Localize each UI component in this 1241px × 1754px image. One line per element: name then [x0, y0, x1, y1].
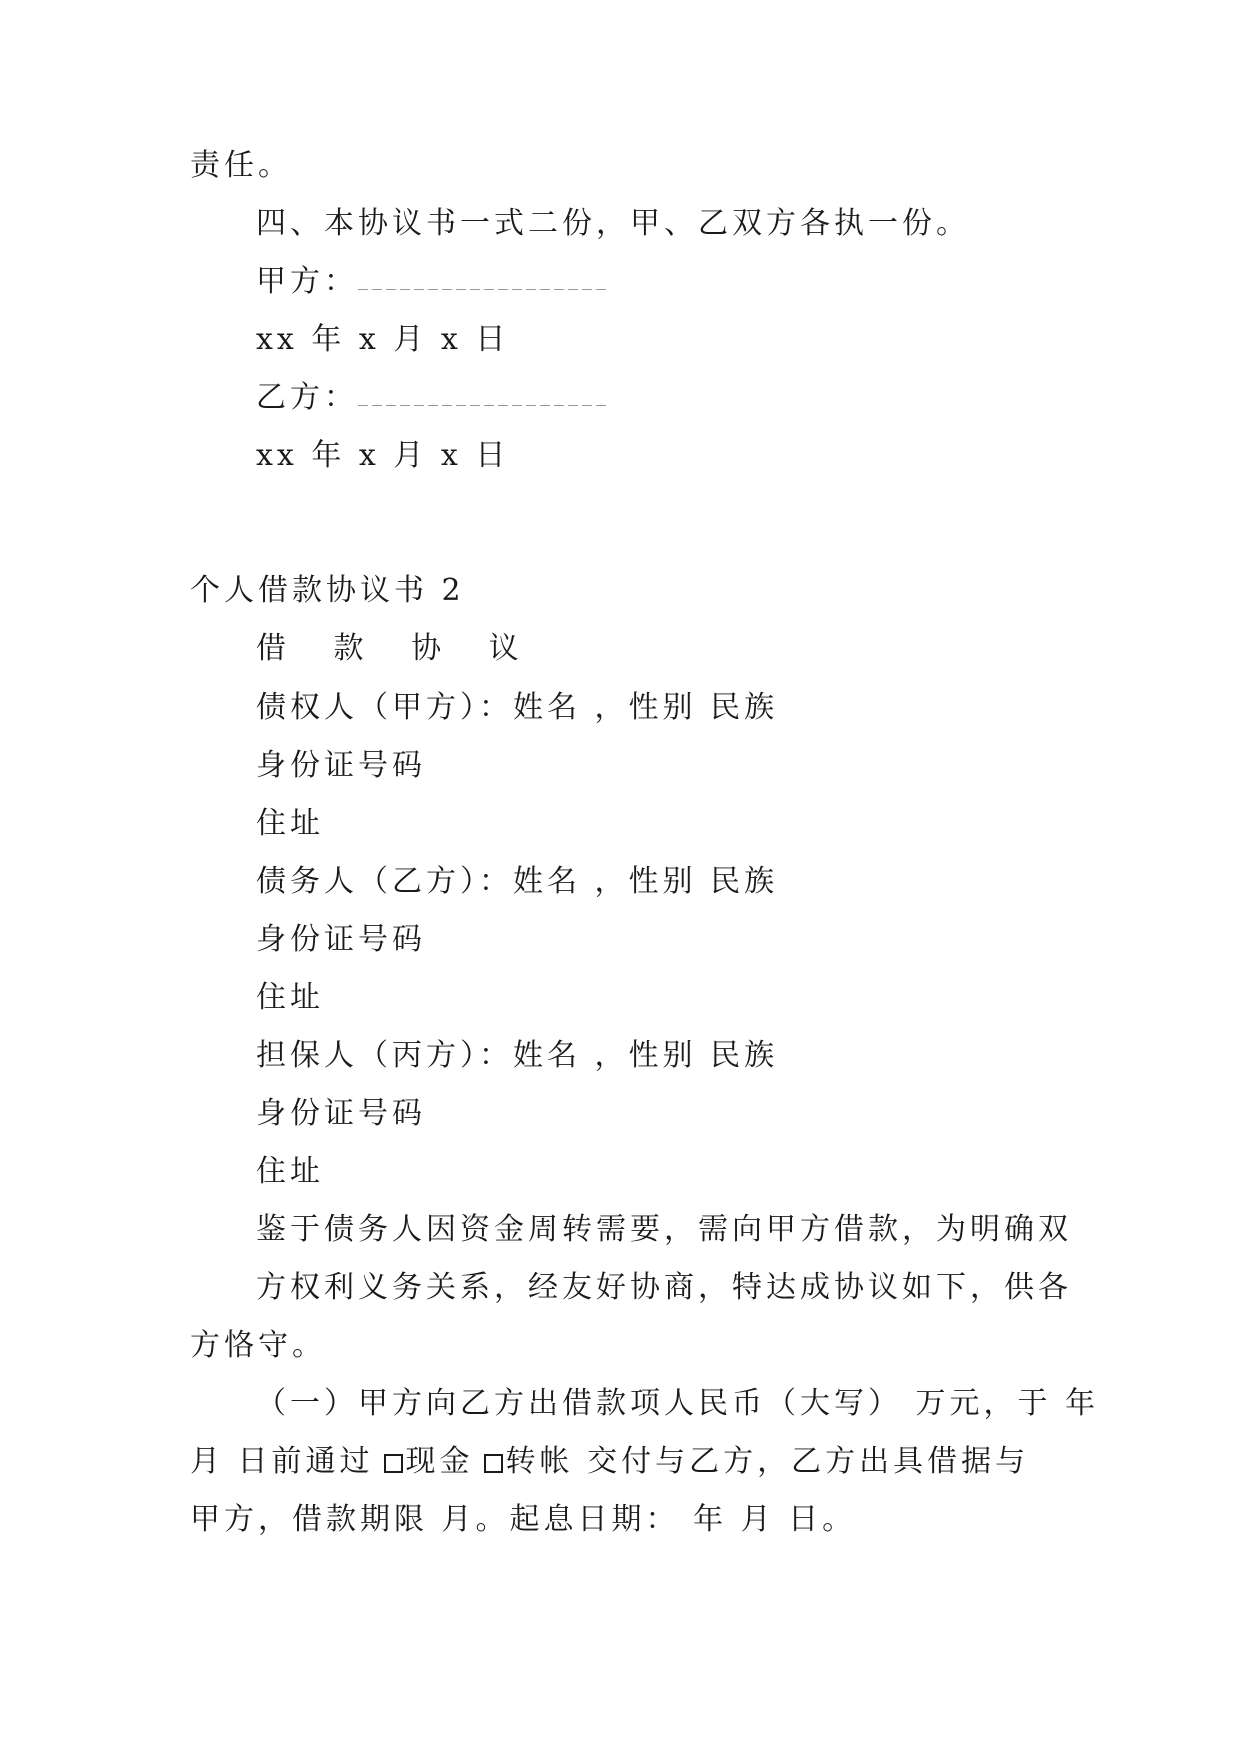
payment-method-line: [190, 1442, 1029, 1482]
text-line: 责任。: [190, 148, 292, 183]
signature-line-party-b: [256, 378, 608, 418]
text-line: 住址: [256, 980, 324, 1015]
text-line: 身份证号码: [256, 1096, 426, 1131]
payment-method-prefix: 月 日前通过: [190, 1444, 374, 1479]
checkbox-cash-label: 现金: [405, 1444, 474, 1479]
text-line: 四、本协议书一式二份，甲、乙双方各执一份。: [256, 206, 970, 241]
checkbox-cash[interactable]: [384, 1454, 403, 1473]
party-b-label: 乙方：: [256, 380, 358, 415]
checkbox-transfer[interactable]: [484, 1454, 503, 1473]
party-b-signature-blank: [358, 378, 608, 408]
text-line: 甲方，借款期限 月。起息日期： 年 月 日。: [190, 1502, 857, 1537]
text-line: 住址: [256, 806, 324, 841]
signature-line-party-a: [256, 262, 608, 302]
text-line: 方恪守。: [190, 1328, 326, 1363]
section-heading: 个人借款协议书 2: [190, 573, 465, 608]
text-line: 身份证号码: [256, 748, 426, 783]
party-a-signature-blank: [358, 262, 608, 292]
party-a-label: 甲方：: [256, 264, 358, 299]
payment-method-suffix: 交付与乙方，乙方出具借据与: [573, 1444, 1030, 1479]
checkbox-transfer-label: 转帐: [505, 1444, 574, 1479]
text-line: 身份证号码: [256, 922, 426, 957]
text-line: 债务人（乙方）：姓名 ，性别 民族: [256, 864, 779, 899]
date-line: xx 年 x 月 x 日: [256, 322, 510, 357]
agreement-title: 借 款 协 议: [256, 631, 538, 666]
text-line: 债权人（甲方）：姓名 ，性别 民族: [256, 690, 779, 725]
text-line: 住址: [256, 1154, 324, 1189]
text-line: （一）甲方向乙方出借款项人民币（大写） 万元，于 年: [256, 1386, 1100, 1421]
text-line: 鉴于债务人因资金周转需要，需向甲方借款，为明确双: [256, 1212, 1072, 1247]
text-line: 方权利义务关系，经友好协商，特达成协议如下，供各: [256, 1270, 1072, 1305]
date-line: xx 年 x 月 x 日: [256, 438, 510, 473]
text-line: 担保人（丙方）：姓名 ，性别 民族: [256, 1038, 779, 1073]
